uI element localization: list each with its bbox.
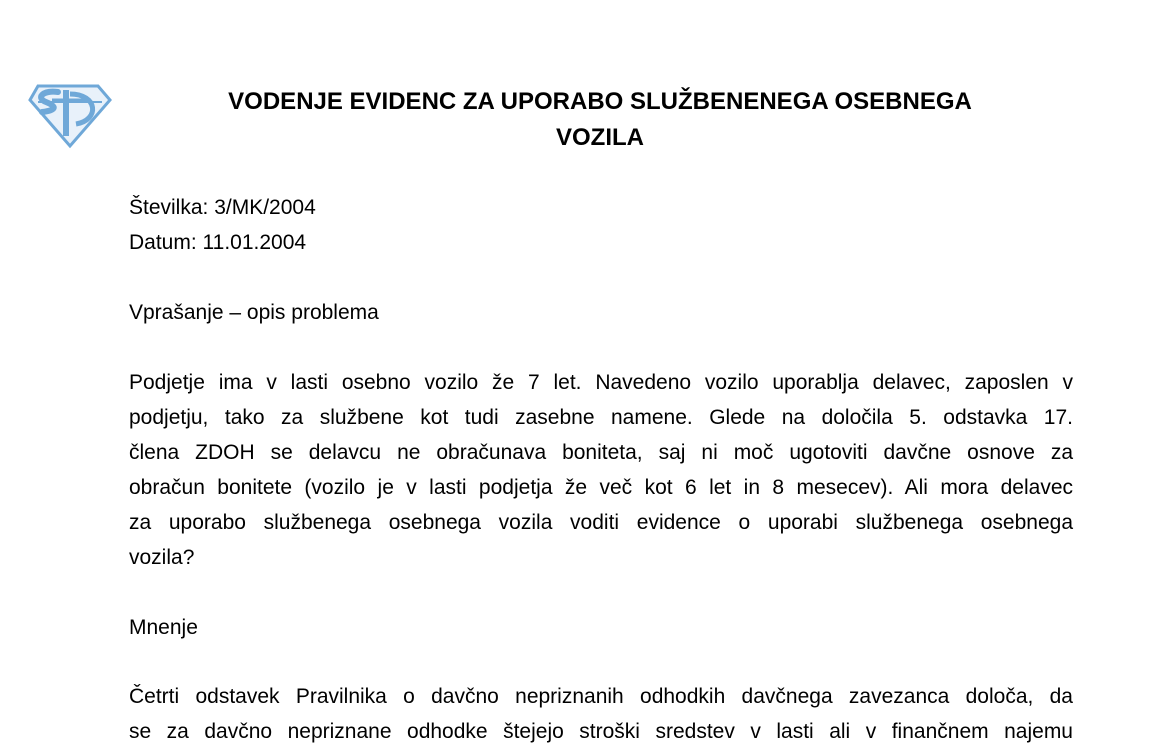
opinion-heading: Mnenje: [129, 616, 198, 639]
question-line: obračun bonitete (vozilo je v lasti podjetja že več kot 6 let in 8 mesecev). Ali mora delavec: [129, 476, 1073, 499]
question-line: podjetju, tako za službene kot tudi zasebne namene. Glede na določila 5. odstavka 17.: [129, 406, 1073, 429]
document-number: Številka: 3/MK/2004: [129, 196, 316, 219]
opinion-line: se za davčno nepriznane odhodke štejejo stroški sredstev v lasti ali v finančnem najemu: [129, 720, 1073, 743]
question-heading: Vprašanje – opis problema: [129, 301, 379, 324]
title-line-1: VODENJE EVIDENC ZA UPORABO SLUŽBENENEGA OSEBNEGA: [228, 88, 972, 115]
document-date: Datum: 11.01.2004: [129, 231, 307, 254]
title-line-2: VOZILA: [556, 124, 644, 151]
sd-diamond-logo-icon: [28, 80, 112, 150]
opinion-line: Četrti odstavek Pravilnika o davčno nepriznanih odhodkih davčnega zavezanca določa, da: [129, 685, 1073, 708]
question-line: člena ZDOH se delavcu ne obračunava boniteta, saj ni moč ugotoviti davčne osnove za: [129, 441, 1073, 464]
document-meta: [129, 190, 316, 260]
opinion-paragraph: [129, 679, 1073, 749]
question-paragraph: [129, 365, 1073, 575]
question-line: Podjetje ima v lasti osebno vozilo že 7 let. Navedeno vozilo uporablja delavec, zaposlen v: [129, 371, 1073, 394]
question-line: vozila?: [129, 546, 195, 569]
question-line: za uporabo službenega osebnega vozila voditi evidence o uporabi službenega osebnega: [129, 511, 1073, 534]
document-title: [150, 84, 1050, 156]
